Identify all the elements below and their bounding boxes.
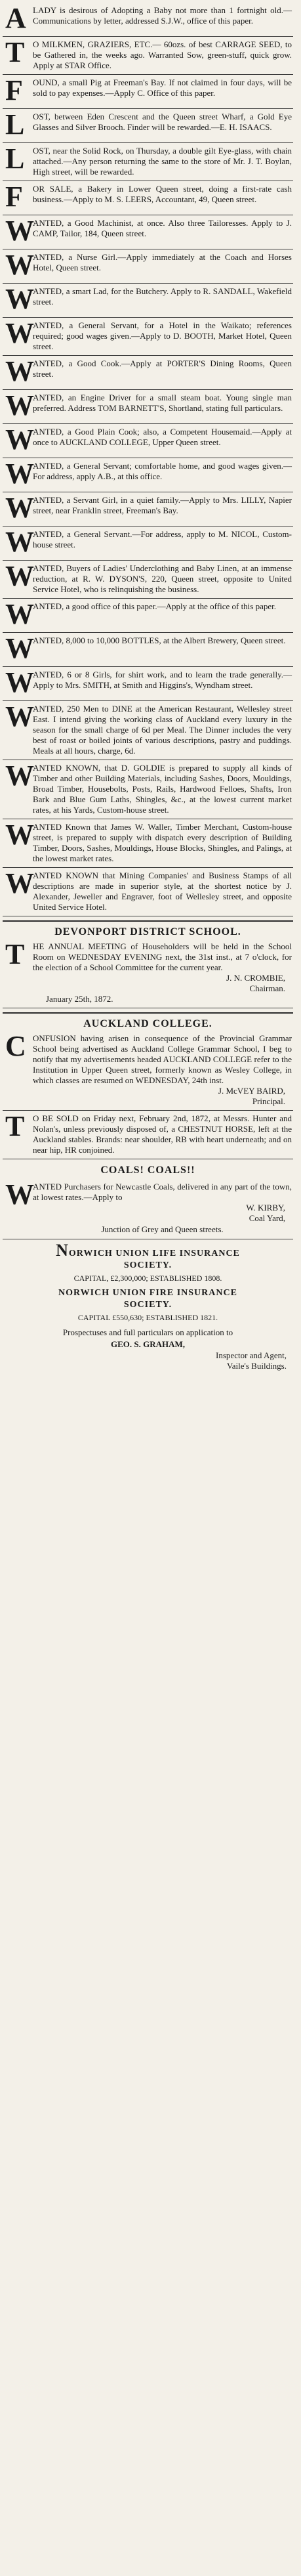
insurance-life-capital: CAPITAL, £2,300,000; ESTABLISHED 1808. (73, 1274, 222, 1283)
college-title: AUCKLAND COLLEGE. (83, 1018, 212, 1029)
ad-dropcap: W (5, 633, 33, 664)
ad-dropcap: L (5, 109, 24, 140)
ad-text: ANTED, a General Servant; comfortable home, and good wages given.—For address, apply A.B., at this office. (33, 461, 292, 481)
coals-address: Junction of Grey and Queen streets. (101, 1224, 224, 1234)
sale-dropcap: T (5, 1111, 24, 1142)
insurance-notice (3, 1241, 293, 1371)
insurance-fire-name: NORWICH UNION FIRE INSURANCE (58, 1288, 237, 1298)
section-divider (3, 1012, 293, 1014)
ad-dropcap: W (5, 760, 33, 792)
classified-ad (3, 75, 293, 109)
ad-text: OUND, a small Pig at Freeman's Bay. If not claimed in four days, will be sold to pay expenses.—Apply C. Office of this paper. (33, 77, 292, 98)
ad-dropcap: W (5, 561, 33, 592)
devonport-title: DEVONPORT DISTRICT SCHOOL. (54, 926, 241, 937)
college-notice (3, 1031, 293, 1111)
spacer (3, 1239, 293, 1245)
ad-dropcap: W (5, 390, 33, 421)
ad-text: ANTED, 6 or 8 Girls, for shirt work, and to learn the trade generally.—Apply to Mrs. SMITH, at Smith and Higgins's, Wyndham street. (33, 670, 292, 690)
ad-dropcap: W (5, 318, 33, 349)
ad-text: LADY is desirous of Adopting a Baby not more than 1 fortnight old.—Communications by letter, addressed S.J.W., office of this paper. (33, 5, 292, 26)
classified-ad (3, 492, 293, 526)
ad-text: ANTED, Buyers of Ladies' Underclothing and Baby Linen, at an immense reduction, at R. W. DYSON'S, 220, Queen street, opposite to United Service Hotel, who is relinquishing the business. (33, 563, 292, 594)
ad-text: OST, between Eden Crescent and the Queen street Wharf, a Gold Eye Glasses and Silver Brooch. Finder will be rewarded.—E. H. ISAACS. (33, 112, 292, 132)
classified-ads (3, 3, 293, 916)
classified-ad (3, 868, 293, 916)
ad-dropcap: W (5, 701, 33, 733)
ad-dropcap: W (5, 356, 33, 387)
insurance-fire-capital: CAPITAL £550,630; ESTABLISHED 1821. (77, 1313, 218, 1322)
ad-text: ANTED Known that James W. Waller, Timber Merchant, Custom-house street, is prepared to supply with dispatch every description of Building Timber, Doors, Sashes, Mouldings, House Blocks, Shingles, and Palings, at the lowest market rates. (33, 822, 292, 863)
ad-dropcap: W (5, 249, 33, 281)
insurance-fire-society: SOCIETY. (123, 1300, 172, 1310)
devonport-signature: J. N. CROMBIE, (226, 973, 285, 983)
ad-text: ANTED, a General Servant, for a Hotel in the Waikato; references required; good wages given.—Apply to D. BOOTH, Market Hotel, Queen street. (33, 320, 292, 351)
coals-notice (3, 1179, 293, 1239)
ad-dropcap: W (5, 492, 33, 524)
ad-text: ANTED, a General Servant.—For address, apply to M. NICOL, Custom-house street. (33, 529, 292, 549)
insurance-life-name (3, 1241, 293, 1260)
ad-dropcap: L (5, 143, 24, 175)
classified-ad (3, 37, 293, 75)
classified-ad (3, 109, 293, 143)
ad-dropcap: W (5, 599, 33, 630)
classified-ad (3, 215, 293, 249)
insurance-agent: GEO. S. GRAHAM, (110, 1339, 186, 1349)
classified-ad (3, 284, 293, 318)
coals-role: Coal Yard, (249, 1213, 285, 1223)
college-body: ONFUSION having arisen in consequence of the Provincial Grammar School being advertised as Auckland College Grammar School, I beg to notify that my advertisements headed AUCKLAND COLLEGE refer to the Institution in Upper Queen street, formerly known as Wesley College, in which classes are resumed on WEDNESDAY, 24th inst. (33, 1033, 292, 1085)
ad-text: ANTED, a smart Lad, for the Butchery. Apply to R. SANDALL, Wakefield street. (33, 286, 292, 307)
insurance-agent-address: Vaile's Buildings. (226, 1361, 287, 1371)
horse-sale-notice (3, 1111, 293, 1159)
ad-dropcap: W (5, 868, 33, 899)
classified-ad (3, 599, 293, 633)
college-dropcap: C (5, 1031, 26, 1062)
ad-dropcap: A (5, 3, 26, 34)
devonport-signature-role: Chairman. (249, 983, 285, 993)
ad-dropcap: F (5, 181, 22, 213)
devonport-notice (3, 939, 293, 1008)
coals-dropcap: W (5, 1179, 33, 1211)
college-signature-role: Principal. (252, 1096, 285, 1106)
ad-dropcap: W (5, 424, 33, 456)
classified-ad (3, 249, 293, 284)
classified-ad (3, 819, 293, 868)
classified-ad (3, 760, 293, 819)
ad-dropcap: W (5, 284, 33, 315)
ad-dropcap: T (5, 37, 24, 68)
ad-dropcap: W (5, 667, 33, 698)
insurance-prospectus: Prospectuses and full particulars on application to (62, 1327, 233, 1337)
ad-dropcap: F (5, 75, 22, 106)
devonport-body: HE ANNUAL MEETING of Householders will be held in the School Room on WEDNESDAY EVENING next, the 31st inst., at 7 o'clock, for the election of a School Committee for the current year. (33, 941, 292, 972)
classified-ad (3, 526, 293, 561)
ad-text: ANTED, 250 Men to DINE at the American Restaurant, Wellesley street East. I intend giving the working class of Auckland every luxury in the season for the small charge of 6d per Meal. The Dinner includes the very best of roast or boiled joints of various descriptions, pastry and puddings. Meals at all hours, charge, 6d. (33, 704, 292, 756)
ad-text: ANTED, a Servant Girl, in a quiet family.—Apply to Mrs. LILLY, Napier street, near Franklin street, Freeman's Bay. (33, 495, 292, 515)
ad-text: O MILKMEN, GRAZIERS, ETC.— 60ozs. of best CARRAGE SEED, to be Gathered in, the weeks ago. Warranted Sow, green-stuff, quick grow. Apply at STAR Office. (33, 39, 292, 70)
classified-ad (3, 667, 293, 701)
classified-ad (3, 701, 293, 760)
ad-text: ANTED, a Good Machinist, at once. Also three Tailoresses. Apply to J. CAMP, Tailor, 184, Queen street. (33, 218, 292, 238)
ad-text: ANTED, 8,000 to 10,000 BOTTLES, at the Albert Brewery, Queen street. (33, 635, 286, 645)
ad-text: ANTED, an Engine Driver for a small steam boat. Young single man preferred. Address TOM BARNETT'S, Shortland, stating full particulars. (33, 393, 292, 413)
devonport-date: January 25th, 1872. (46, 994, 113, 1004)
classified-ad (3, 561, 293, 599)
devonport-dropcap: T (5, 939, 24, 970)
insurance-dropcap: N (56, 1241, 69, 1260)
insurance-agent-role: Inspector and Agent, (216, 1350, 287, 1360)
coals-body: ANTED Purchasers for Newcastle Coals, delivered in any part of the town, at lowest rates.—Apply to (33, 1182, 292, 1202)
classified-ad (3, 181, 293, 215)
ad-dropcap: W (5, 526, 33, 558)
section-divider (3, 920, 293, 922)
ad-text: ANTED, a Good Cook.—Apply at PORTER'S Dining Rooms, Queen street. (33, 358, 292, 379)
ad-dropcap: W (5, 819, 33, 851)
ad-text: ANTED KNOWN, that D. GOLDIE is prepared to supply all kinds of Timber and other Building Materials, including Sashes, Doors, Mouldings, Broad Timber, Housebolts, Posts, Rails, Hardwood Felloes, Shafts, Iron Bark and Blue Gum Laths, Shingles, &c., at the lowest current market rates, at his Yards, Custom-house street. (33, 763, 292, 815)
classified-ad (3, 424, 293, 458)
insurance-life-society: SOCIETY. (123, 1260, 172, 1270)
college-signature: J. McVEY BAIRD, (218, 1086, 285, 1096)
insurance-life-name-text: ORWICH UNION LIFE INSURANCE (68, 1249, 240, 1258)
ad-text: ANTED, a good office of this paper.—Apply at the office of this paper. (33, 601, 277, 611)
coals-title: COALS! COALS!! (100, 1165, 195, 1176)
ad-text: OR SALE, a Bakery in Lower Queen street, doing a first-rate cash business.—Apply to M. S. LEERS, Accountant, 49, Queen street. (33, 184, 292, 204)
ad-text: ANTED, a Good Plain Cook; also, a Competent Housemaid.—Apply at once to AUCKLAND COLLEGE, Upper Queen street. (33, 427, 292, 447)
classified-ad (3, 633, 293, 667)
ad-text: ANTED KNOWN that Mining Companies' and Business Stamps of all descriptions are made in superior style, at the shortest notice by J. Alexander, Jeweller and Engraver, foot of Wellesley street, and opposite United Service Hotel. (33, 870, 292, 912)
ad-text: OST, near the Solid Rock, on Thursday, a double gilt Eye-glass, with chain attached.—Any person returning the same to the store of Mr. J. T. Boylan, High street, will be rewarded. (33, 146, 292, 177)
ad-dropcap: W (5, 458, 33, 490)
classified-ad (3, 143, 293, 181)
classified-ad (3, 458, 293, 492)
coals-name: W. KIRBY, (246, 1203, 285, 1213)
classified-ad (3, 3, 293, 37)
ad-text: ANTED, a Nurse Girl.—Apply immediately at the Coach and Horses Hotel, Queen street. (33, 252, 292, 272)
classified-ad (3, 318, 293, 356)
classified-ad (3, 356, 293, 390)
sale-body: O BE SOLD on Friday next, February 2nd, 1872, at Messrs. Hunter and Nolan's, unless previously disposed of, a CHESTNUT HORSE, left at the Auckland stables. Brands: near shoulder, RB with heart underneath; and on near hip, HR conjoined. (33, 1113, 292, 1155)
ad-dropcap: W (5, 215, 33, 247)
classified-ad (3, 390, 293, 424)
